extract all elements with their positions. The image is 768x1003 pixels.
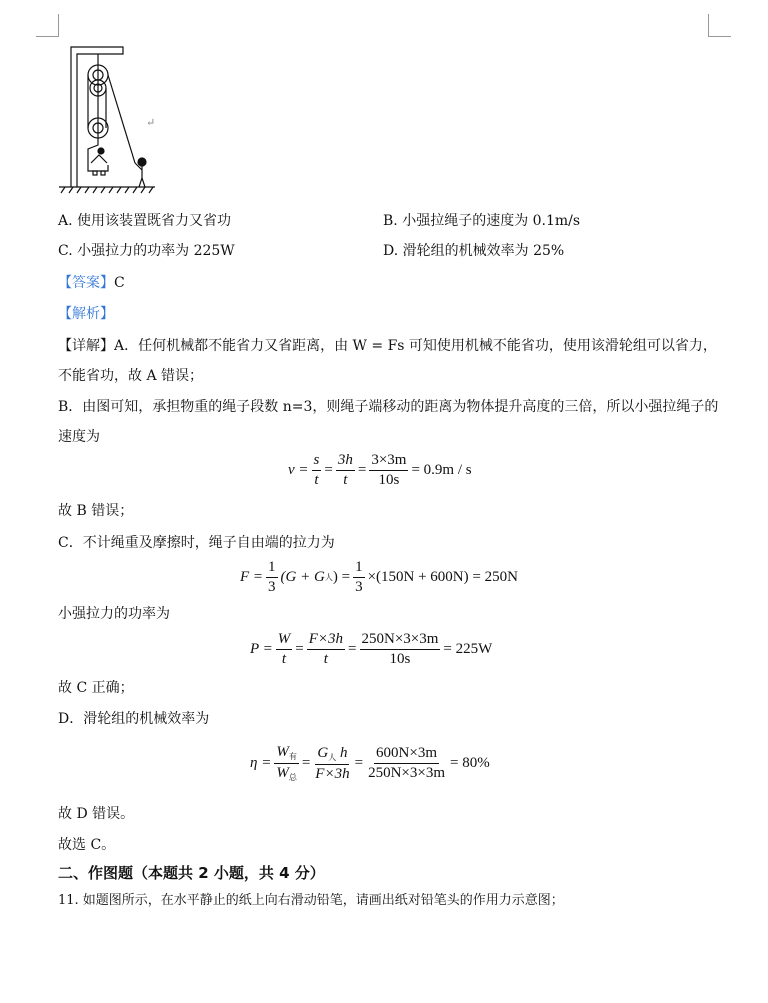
denominator: t [323,651,328,667]
section-heading: 二、作图题（本题共 2 小题，共 4 分） [58,864,325,882]
c-line-1: C．不计绳重及摩擦时，绳子自由端的拉力为 [58,535,335,551]
numerator: F×3h [307,631,345,650]
b-conclusion: 故 B 错误； [58,503,134,519]
b-line-2: 速度为 [58,429,100,445]
denominator: 3 [355,579,363,595]
c-conclusion: 故 C 正确； [58,680,134,696]
numerator: s [312,452,322,471]
final-answer: 故选 C。 [58,837,116,853]
formula-rhs: = 0.9m / s [411,462,472,478]
option-b: B. 小强拉绳子的速度为 0.1m/s [383,213,581,229]
formula-lhs: v = [288,462,309,478]
option-d: D. 滑轮组的机械效率为 25% [383,243,565,259]
pulley-figure [55,45,155,195]
formula-rhs: = 225W [443,641,493,657]
answer-line [58,274,125,292]
analysis-label: 【解析】 [58,306,114,322]
denominator: 250N×3×3m [368,765,445,781]
detail-line-1 [58,337,717,355]
numerator: 1 [266,559,278,578]
denominator: 10s [389,651,411,667]
formula-lhs: P = [250,641,273,657]
efficiency-formula: η = $\frac{W_有}{W_总}$ = $\frac{G_人 h}{F\times 3h}$ = $\frac{600N\times 3m}{250N\times 3\times 3m}$ = 80% [250,744,490,782]
numerator: G [317,744,329,761]
numerator: 1 [353,559,365,578]
margin-mark [36,14,59,37]
b-line-1: B．由图可知，承担物重的绳子段数 n=3，则绳子端移动的距离为物体提升高度的三倍，所以小强拉绳子的 [58,399,719,415]
denominator: t [281,651,287,667]
denominator: t [314,472,319,488]
denominator: F×3h [315,765,350,782]
option-a: A. 使用该装置既省力又省功 [58,213,232,229]
margin-mark [708,14,731,37]
d-line-1: D．滑轮组的机械效率为 [58,711,210,727]
formula-rhs: = 80% [449,755,490,771]
numerator: 3h [336,452,355,471]
force-formula [240,559,518,596]
answer-value: C [114,275,125,291]
option-c: C. 小强拉力的功率为 225W [58,243,235,259]
detail-line-2: 不能省功，故 A 错误； [58,368,204,384]
formula-lhs: η = [250,755,272,771]
subscript: 有 [288,752,297,761]
detail-text: A．任何机械都不能省力又省距离，由 W = Fs 可知使用机械不能省功，使用该滑轮组可以省力， [114,338,717,354]
numerator: 250N×3×3m [360,631,441,650]
power-formula: P = $\frac{W}{t}$ = $\frac{F\times 3h}{t}$ = $\frac{250N\times 3\times 3m}{10s}$ = 225W [250,631,493,667]
numerator: 3×3m [369,452,408,471]
numerator: h [339,744,348,761]
formula-mid: (G + G [280,569,325,585]
subscript: 人 [324,573,333,582]
c-line-2: 小强拉力的功率为 [58,606,170,622]
denominator: W [276,765,289,781]
denominator: 10s [378,472,400,488]
paragraph-mark: ↵ [146,116,156,129]
denominator: t [343,472,348,488]
d-conclusion: 故 D 错误。 [58,806,135,822]
numerator: W [276,631,293,650]
numerator: 600N×3m [374,745,439,764]
denominator: 3 [268,579,276,595]
detail-label: 【详解】 [58,338,114,354]
formula-mid: ) = [332,569,351,585]
numerator: W [276,744,289,760]
velocity-formula: v = $\frac{s}{t}$ = $\frac{3h}{t}$ = $\frac{3\times 3m}{10s}$ = 0.9m / s [288,452,472,488]
answer-label: 【答案】 [58,275,114,291]
subscript: 总 [288,773,297,782]
question-11: 11. 如题图所示，在水平静止的纸上向右滑动铅笔，请画出纸对铅笔头的作用力示意图； [58,893,564,908]
formula-lhs: F = [240,569,264,585]
formula-rhs: ×(150N + 600N) = 250N [367,569,518,585]
subscript: 人 [328,752,337,762]
